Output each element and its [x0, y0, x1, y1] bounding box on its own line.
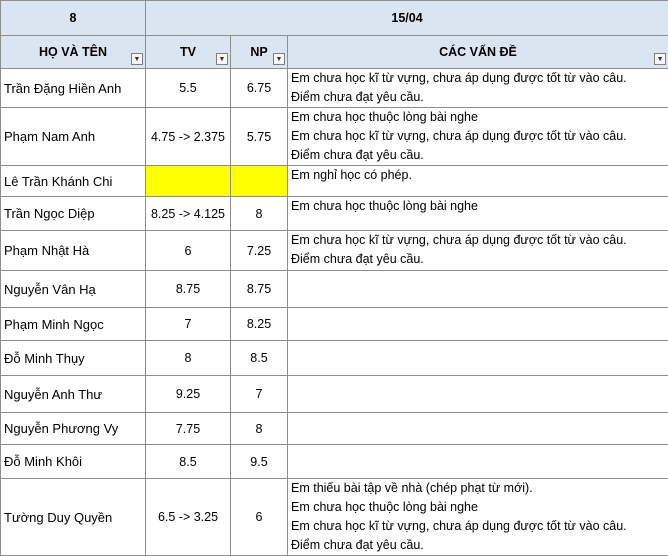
- tv-score-cell[interactable]: 6.5 -> 3.25: [146, 479, 231, 556]
- issues-cell[interactable]: [288, 376, 668, 413]
- issues-cell[interactable]: [288, 445, 668, 479]
- student-name-cell[interactable]: Nguyễn Vân Hạ: [1, 271, 146, 308]
- table-row: [1, 445, 668, 479]
- issues-cell[interactable]: [288, 231, 668, 271]
- issue-line: Điểm chưa đạt yêu cầu.: [291, 536, 665, 555]
- column-header-name-label: HỌ VÀ TÊN: [39, 45, 107, 59]
- table-row: [1, 479, 668, 556]
- table-row: [1, 308, 668, 341]
- issue-line: Em nghỉ học có phép.: [291, 166, 665, 185]
- filter-dropdown-icon[interactable]: ▼: [654, 53, 666, 65]
- issues-cell[interactable]: [288, 271, 668, 308]
- table-row: [1, 231, 668, 271]
- issue-line: Điểm chưa đạt yêu cầu.: [291, 250, 665, 269]
- tv-score-cell[interactable]: 4.75 -> 2.375: [146, 108, 231, 166]
- table-row: [1, 108, 668, 166]
- issues-cell[interactable]: [288, 69, 668, 108]
- issues-cell[interactable]: [288, 479, 668, 556]
- issues-cell[interactable]: [288, 197, 668, 231]
- np-score-cell[interactable]: 9.5: [231, 445, 288, 479]
- student-name-cell[interactable]: Nguyễn Phương Vy: [1, 413, 146, 445]
- np-score-cell[interactable]: 8.25: [231, 308, 288, 341]
- table-row: [1, 376, 668, 413]
- tv-score-cell[interactable]: 9.25: [146, 376, 231, 413]
- issue-line: Em chưa học thuộc lòng bài nghe: [291, 108, 665, 127]
- column-header-name[interactable]: [1, 36, 146, 69]
- tv-score-cell[interactable]: 8.75: [146, 271, 231, 308]
- np-score-cell[interactable]: 8: [231, 413, 288, 445]
- filter-dropdown-icon[interactable]: ▼: [273, 53, 285, 65]
- header-row-top: [1, 1, 668, 36]
- table-row: [1, 271, 668, 308]
- student-name-cell[interactable]: Trần Đặng Hiền Anh: [1, 69, 146, 108]
- table-row: [1, 69, 668, 108]
- np-score-cell[interactable]: 5.75: [231, 108, 288, 166]
- np-score-cell[interactable]: 8: [231, 197, 288, 231]
- np-score-cell[interactable]: 6: [231, 479, 288, 556]
- tv-score-cell[interactable]: 6: [146, 231, 231, 271]
- np-score-cell[interactable]: [231, 166, 288, 197]
- tv-score-cell[interactable]: 8.5: [146, 445, 231, 479]
- column-header-issues[interactable]: [288, 36, 668, 69]
- date-label-cell[interactable]: 15/04: [146, 1, 668, 36]
- issue-line: Em chưa học thuộc lòng bài nghe: [291, 197, 665, 216]
- column-header-tv-label: TV: [180, 45, 196, 59]
- table-row: [1, 341, 668, 376]
- column-header-np[interactable]: [231, 36, 288, 69]
- issue-line: Em chưa học thuộc lòng bài nghe: [291, 498, 665, 517]
- tv-score-cell[interactable]: 7: [146, 308, 231, 341]
- issue-line: Điểm chưa đạt yêu cầu.: [291, 88, 665, 107]
- table-row: [1, 166, 668, 197]
- student-name-cell[interactable]: Tường Duy Quyền: [1, 479, 146, 556]
- tv-score-cell[interactable]: 8.25 -> 4.125: [146, 197, 231, 231]
- issue-line: Điểm chưa đạt yêu cầu.: [291, 146, 665, 165]
- issue-line: Em chưa học kĩ từ vựng, chưa áp dụng được tốt từ vào câu.: [291, 127, 665, 146]
- tv-score-cell[interactable]: 7.75: [146, 413, 231, 445]
- table-row: [1, 413, 668, 445]
- filter-dropdown-icon[interactable]: ▼: [216, 53, 228, 65]
- np-score-cell[interactable]: 7: [231, 376, 288, 413]
- student-name-cell[interactable]: Đỗ Minh Thụy: [1, 341, 146, 376]
- np-score-cell[interactable]: 8.75: [231, 271, 288, 308]
- column-header-tv[interactable]: [146, 36, 231, 69]
- issue-line: Em chưa học kĩ từ vựng, chưa áp dụng được tốt từ vào câu.: [291, 231, 665, 250]
- class-label-cell[interactable]: 8: [1, 1, 146, 36]
- student-name-cell[interactable]: Nguyễn Anh Thư: [1, 376, 146, 413]
- student-name-cell[interactable]: Lê Trần Khánh Chi: [1, 166, 146, 197]
- issues-cell[interactable]: [288, 166, 668, 197]
- issues-cell[interactable]: [288, 413, 668, 445]
- np-score-cell[interactable]: 7.25: [231, 231, 288, 271]
- filter-dropdown-icon[interactable]: ▼: [131, 53, 143, 65]
- student-name-cell[interactable]: Phạm Minh Ngọc: [1, 308, 146, 341]
- issue-line: Em chưa học kĩ từ vựng, chưa áp dụng được tốt từ vào câu.: [291, 69, 665, 88]
- student-name-cell[interactable]: Đỗ Minh Khôi: [1, 445, 146, 479]
- issues-cell[interactable]: [288, 308, 668, 341]
- np-score-cell[interactable]: 6.75: [231, 69, 288, 108]
- student-name-cell[interactable]: Phạm Nam Anh: [1, 108, 146, 166]
- issues-cell[interactable]: [288, 341, 668, 376]
- student-name-cell[interactable]: Phạm Nhật Hà: [1, 231, 146, 271]
- column-header-np-label: NP: [250, 45, 267, 59]
- header-row-columns: [1, 36, 668, 69]
- tv-score-cell[interactable]: 5.5: [146, 69, 231, 108]
- table-row: [1, 197, 668, 231]
- student-name-cell[interactable]: Trần Ngọc Diệp: [1, 197, 146, 231]
- np-score-cell[interactable]: 8.5: [231, 341, 288, 376]
- tv-score-cell[interactable]: [146, 166, 231, 197]
- issues-cell[interactable]: [288, 108, 668, 166]
- issue-line: Em chưa học kĩ từ vựng, chưa áp dụng được tốt từ vào câu.: [291, 517, 665, 536]
- tv-score-cell[interactable]: 8: [146, 341, 231, 376]
- issue-line: Em thiếu bài tập về nhà (chép phạt từ mới).: [291, 479, 665, 498]
- column-header-issues-label: CÁC VẤN ĐỀ: [439, 45, 517, 59]
